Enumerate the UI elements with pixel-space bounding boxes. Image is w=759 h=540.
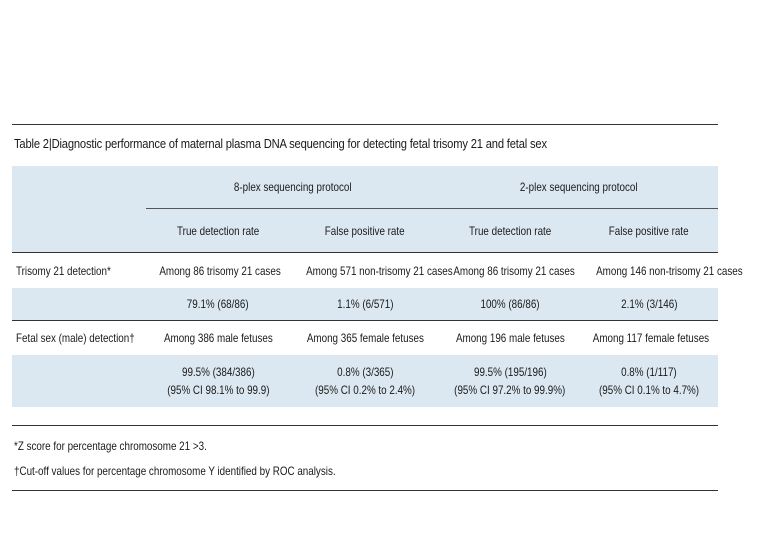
footnote-cutoff: †Cut-off values for percentage chromosome Y identified by ROC analysis. [14,464,336,478]
table-cell [440,288,580,321]
table-cell [146,321,290,356]
table-cell [440,253,580,289]
cell-ci-text: (95% CI 98.1% to 99.9) [166,383,270,397]
header-empty-cell [12,166,146,209]
cell-text: Among 86 trisomy 21 cases [453,263,575,278]
table-cell [146,288,290,321]
cell-text: Among 146 non-trisomy 21 cases [596,263,743,278]
footnotes [14,434,406,484]
cell-text: Among 86 trisomy 21 cases [159,263,281,278]
table-cell [290,253,453,289]
title-top-rule [12,124,718,125]
empty-cell [12,288,146,321]
table-cell [580,355,718,407]
footnote-top-rule [12,425,718,426]
row-label-trisomy [12,253,146,289]
column-header-label: True detection rate [176,223,260,238]
cell-ci-text: (95% CI 0.2% to 2.4%) [314,383,416,397]
column-header [146,209,290,253]
table-cell [580,253,743,289]
row-label-fetal-sex [12,321,146,356]
fetal-sex-subgroup-row [12,321,718,356]
column-header [290,209,440,253]
cell-text: Among 386 male fetuses [163,331,273,345]
cell-text: 79.1% (68/86) [187,297,249,311]
table-cell [146,355,290,407]
cell-text: Among 196 male fetuses [455,331,565,345]
column-header-label: False positive rate [325,223,405,238]
trisomy-subgroup-row [12,253,718,289]
cell-ci-text: (95% CI 97.2% to 99.9%) [454,383,566,397]
row-label-text: Trisomy 21 detection* [16,263,111,278]
row-label-text: Fetal sex (male) detection† [16,331,135,345]
group-header-8plex-label: 8-plex sequencing protocol [234,180,352,194]
trisomy-values-row [12,288,718,321]
table-cell [290,288,440,321]
empty-cell [12,355,146,407]
column-header-row [12,209,718,253]
cell-ci-text: (95% CI 0.1% to 4.7%) [598,383,700,397]
group-header-row [12,166,718,209]
fetal-sex-values-row [12,355,718,407]
cell-text: 1.1% (6/571) [336,297,394,311]
footnote-zscore: *Z score for percentage chromosome 21 >3. [14,439,207,453]
column-header-label: False positive rate [609,223,689,238]
group-header-2plex [440,166,718,209]
cell-text: 0.8% (1/117) [621,365,677,379]
header-empty-cell [12,209,146,253]
column-header [580,209,718,253]
column-header-label: True detection rate [468,223,552,238]
results-table-container [12,166,743,407]
table-cell [440,321,580,356]
table-cell [580,321,718,356]
group-header-8plex [146,166,440,209]
column-header [440,209,580,253]
cell-text: 2.1% (3/146) [620,297,678,311]
table-title: Table 2|Diagnostic performance of maternal plasma DNA sequencing for detecting fetal trisomy 21 and fetal sex [14,136,547,151]
cell-text: Among 365 female fetuses [306,331,424,345]
results-table [12,166,743,407]
cell-text: 99.5% (195/196) [473,365,547,379]
table-cell [290,321,440,356]
cell-text: 100% (86/86) [480,297,540,311]
table-bottom-rule [12,490,718,491]
cell-text: 0.8% (3/365) [336,365,394,379]
table-cell [146,253,290,289]
group-header-2plex-label: 2-plex sequencing protocol [520,180,638,194]
table-cell [580,288,718,321]
cell-text: Among 117 female fetuses [592,331,710,345]
table-cell [290,355,440,407]
table-cell [440,355,580,407]
cell-text: 99.5% (384/386) [181,365,255,379]
cell-text: Among 571 non-trisomy 21 cases [306,263,453,278]
